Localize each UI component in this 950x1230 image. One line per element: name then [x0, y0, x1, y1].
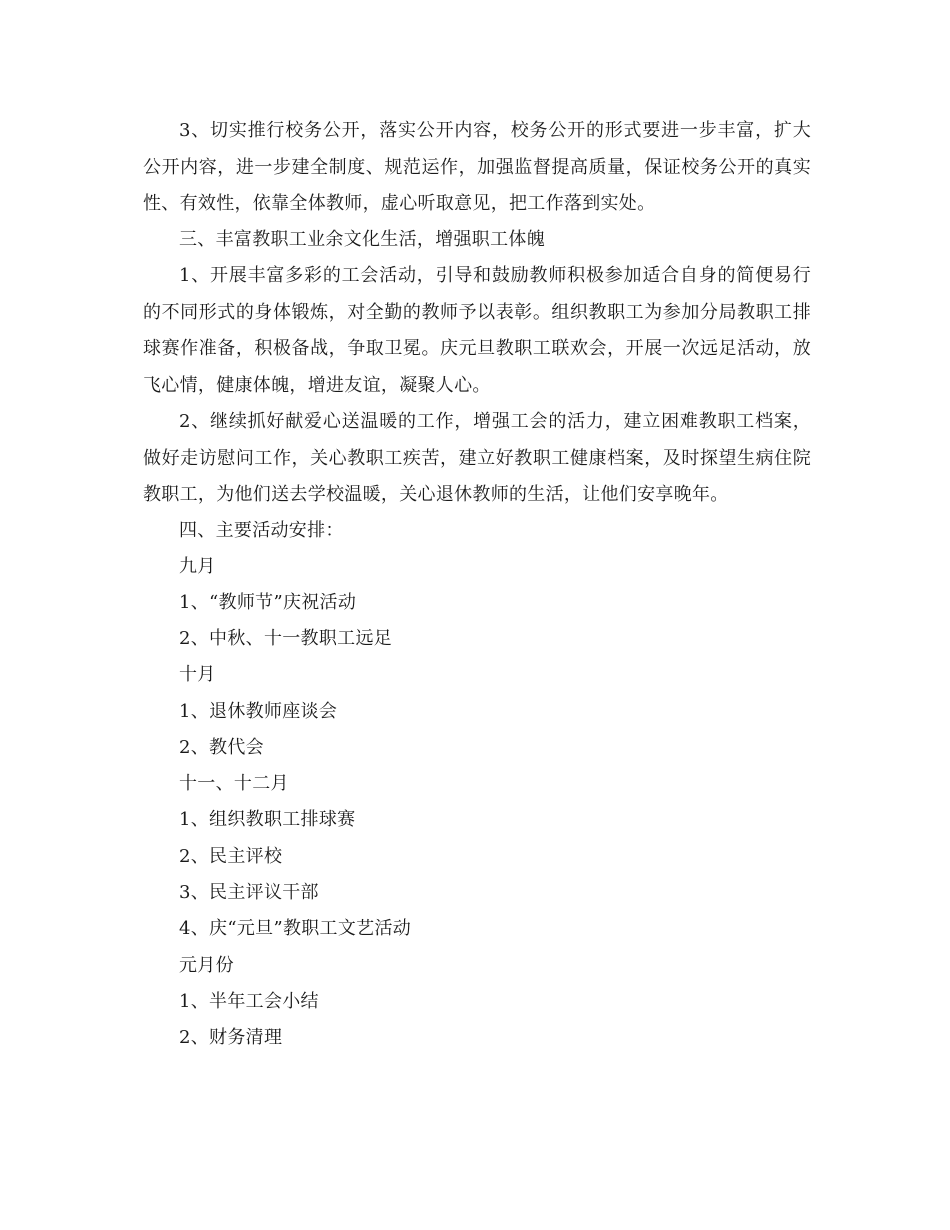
paragraph-school-affairs: 3、切实推行校务公开，落实公开内容，校务公开的形式要进一步丰富，扩大公开内容，进一步建全制度、规范运作，加强监督提高质量，保证校务公开的真实性、有效性，依靠全体教师，虚心听取意见，把工作落到实处。 — [143, 120, 811, 214]
month-heading: 九月 — [179, 556, 216, 577]
section-heading-schedule: 四、主要活动安排： — [179, 520, 344, 541]
schedule-item: 1、退休教师座谈会 — [179, 701, 338, 722]
schedule-item: 1、半年工会小结 — [179, 991, 319, 1012]
month-heading: 元月份 — [179, 955, 234, 976]
schedule-item: 4、庆“元旦”教职工文艺活动 — [179, 918, 412, 939]
schedule-item: 2、中秋、十一教职工远足 — [179, 628, 393, 649]
schedule-item: 1、“教师节”庆祝活动 — [179, 592, 357, 613]
paragraph-care-work: 2、继续抓好献爱心送温暖的工作，增强工会的活力，建立困难教职工档案，做好走访慰问工作，关心教职工疾苦，建立好教职工健康档案，及时探望生病住院教职工，为他们送去学校温暖，关心退休教师的生活，让他们安享晚年。 — [143, 411, 811, 505]
month-heading: 十一、十二月 — [179, 773, 289, 794]
month-heading: 十月 — [179, 664, 216, 685]
section-heading-culture: 三、丰富教职工业余文化生活，增强职工体魄 — [179, 229, 545, 250]
schedule-item: 3、民主评议干部 — [179, 882, 319, 903]
schedule-item: 2、教代会 — [179, 737, 264, 758]
paragraph-union-activities: 1、开展丰富多彩的工会活动，引导和鼓励教师积极参加适合自身的简便易行的不同形式的身体锻炼，对全勤的教师予以表彰。组织教职工为参加分局教职工排球赛作准备，积极备战，争取卫冕。庆元旦教职工联欢会，开展一次远足活动，放飞心情，健康体魄，增进友谊，凝聚人心。 — [143, 265, 811, 396]
schedule-item: 2、财务清理 — [179, 1027, 283, 1048]
schedule-item: 2、民主评校 — [179, 846, 283, 867]
schedule-item: 1、组织教职工排球赛 — [179, 809, 356, 830]
